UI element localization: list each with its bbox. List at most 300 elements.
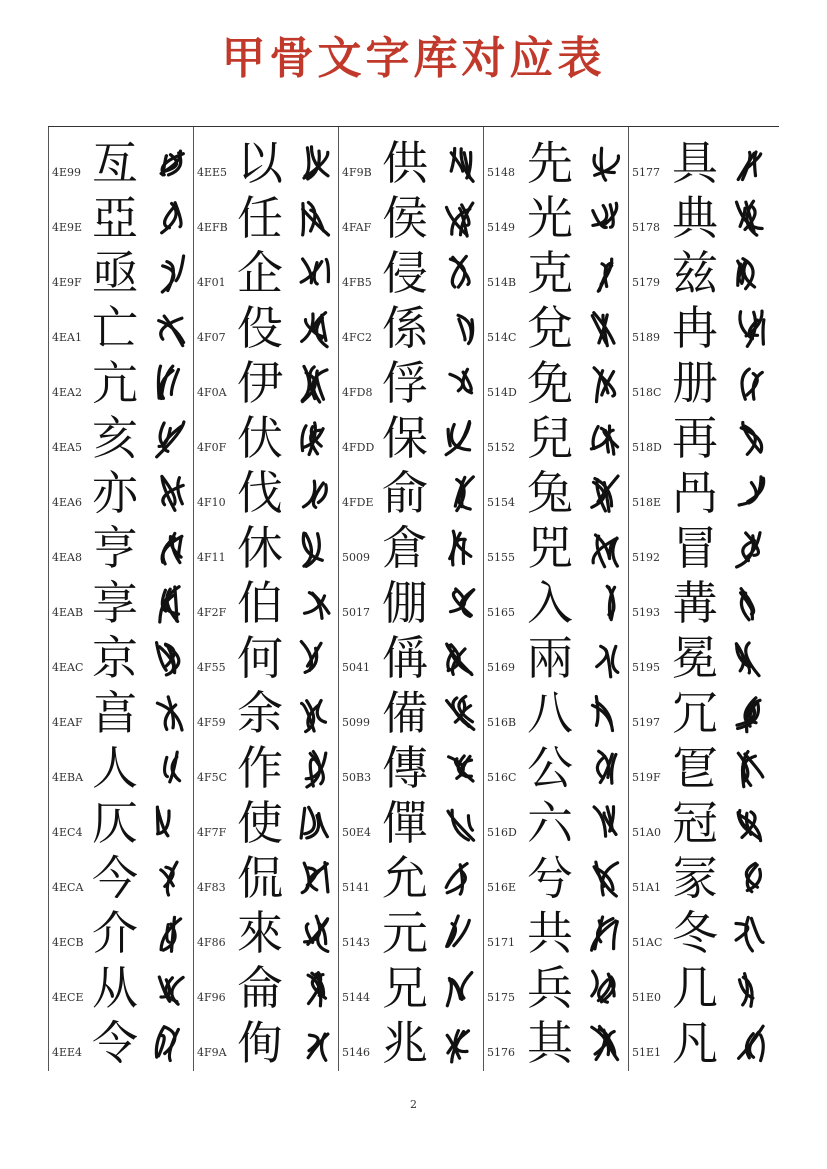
oracle-bone-glyph-icon <box>150 527 190 571</box>
oracle-bone-glyph-icon <box>150 637 190 681</box>
oracle-bone-glyph-icon <box>150 417 190 461</box>
table-row <box>629 1016 778 1071</box>
modern-character: 俘 <box>382 356 428 410</box>
modern-character: 兕 <box>527 521 573 575</box>
oracle-bone-glyph-icon <box>440 142 480 186</box>
oracle-bone-glyph-icon <box>585 747 625 791</box>
table-row <box>194 356 338 411</box>
table-column <box>483 127 628 1071</box>
unicode-code: 4E99 <box>52 166 82 179</box>
unicode-code: 4EA1 <box>52 331 82 344</box>
oracle-bone-glyph-icon <box>440 252 480 296</box>
unicode-code: 4F10 <box>197 496 226 509</box>
unicode-code: 4F9A <box>197 1046 227 1059</box>
oracle-bone-glyph-icon <box>295 912 335 956</box>
unicode-code: 5195 <box>632 661 660 674</box>
oracle-bone-glyph-icon <box>150 912 190 956</box>
oracle-bone-glyph-icon <box>730 472 770 516</box>
oracle-bone-glyph-icon <box>730 527 770 571</box>
modern-character: 休 <box>237 521 283 575</box>
modern-character: 冓 <box>672 576 718 630</box>
table-row <box>484 246 628 301</box>
modern-character: 余 <box>237 686 283 740</box>
modern-character: 克 <box>527 246 573 300</box>
table-row <box>484 191 628 246</box>
oracle-bone-glyph-icon <box>440 307 480 351</box>
oracle-bone-glyph-icon <box>295 1022 335 1066</box>
table-row <box>484 1016 628 1071</box>
table-row <box>484 796 628 851</box>
oracle-bone-glyph-icon <box>440 582 480 626</box>
unicode-code: 514C <box>487 331 517 344</box>
oracle-bone-glyph-icon <box>585 857 625 901</box>
page-title: 甲骨文字库对应表 <box>221 33 606 84</box>
oracle-bone-glyph-icon <box>150 197 190 241</box>
unicode-code: 4FD8 <box>342 386 373 399</box>
unicode-code: 4F07 <box>197 331 226 344</box>
unicode-code: 5171 <box>487 936 515 949</box>
oracle-bone-glyph-icon <box>295 527 335 571</box>
oracle-bone-glyph-icon <box>585 967 625 1011</box>
unicode-code: 51A1 <box>632 881 661 894</box>
table-row <box>49 356 193 411</box>
oracle-bone-glyph-icon <box>150 252 190 296</box>
table-row <box>339 356 483 411</box>
table-row <box>484 851 628 906</box>
table-row <box>484 576 628 631</box>
table-row <box>194 961 338 1016</box>
page-number: 2 <box>410 1098 417 1111</box>
modern-character: 供 <box>382 136 428 190</box>
unicode-code: 5143 <box>342 936 370 949</box>
table-row <box>339 576 483 631</box>
unicode-code: 51E0 <box>632 991 662 1004</box>
unicode-code: 5148 <box>487 166 515 179</box>
modern-character: 冟 <box>672 741 718 795</box>
unicode-code: 4EC4 <box>52 826 83 839</box>
oracle-bone-glyph-icon <box>585 362 625 406</box>
oracle-bone-glyph-icon <box>295 747 335 791</box>
modern-character: 備 <box>382 686 428 740</box>
oracle-bone-glyph-icon <box>295 197 335 241</box>
modern-character: 伐 <box>237 466 283 520</box>
table-row <box>339 851 483 906</box>
oracle-bone-glyph-icon <box>585 472 625 516</box>
modern-character: 享 <box>92 576 138 630</box>
modern-character: 几 <box>672 961 718 1015</box>
modern-character: 册 <box>672 356 718 410</box>
oracle-bone-glyph-icon <box>585 1022 625 1066</box>
table-row <box>629 576 778 631</box>
unicode-code: 4F11 <box>197 551 226 564</box>
oracle-bone-glyph-icon <box>730 857 770 901</box>
unicode-code: 4E9E <box>52 221 83 234</box>
unicode-code: 4EAF <box>52 716 83 729</box>
unicode-code: 4EAC <box>52 661 84 674</box>
oracle-bone-glyph-icon <box>585 527 625 571</box>
table-row <box>484 521 628 576</box>
oracle-bone-glyph-icon <box>730 197 770 241</box>
oracle-bone-glyph-icon <box>150 582 190 626</box>
modern-character: 兒 <box>527 411 573 465</box>
table-row <box>49 851 193 906</box>
unicode-code: 4F83 <box>197 881 226 894</box>
table-row <box>484 466 628 521</box>
oracle-bone-glyph-icon <box>585 692 625 736</box>
modern-character: 冎 <box>672 466 718 520</box>
unicode-code: 5141 <box>342 881 370 894</box>
table-row <box>484 631 628 686</box>
modern-character: 冠 <box>672 796 718 850</box>
modern-character: 亞 <box>92 191 138 245</box>
modern-character: 兹 <box>672 246 718 300</box>
table-row <box>194 466 338 521</box>
oracle-bone-glyph-icon <box>585 252 625 296</box>
unicode-code: 5193 <box>632 606 660 619</box>
unicode-code: 4FC2 <box>342 331 373 344</box>
modern-character: 兄 <box>382 961 428 1015</box>
unicode-code: 5149 <box>487 221 515 234</box>
unicode-code: 4F01 <box>197 276 226 289</box>
modern-character: 以 <box>237 136 283 190</box>
unicode-code: 5177 <box>632 166 660 179</box>
unicode-code: 5144 <box>342 991 370 1004</box>
modern-character: 作 <box>237 741 283 795</box>
table-row <box>629 246 778 301</box>
unicode-code: 5154 <box>487 496 515 509</box>
modern-character: 八 <box>527 686 573 740</box>
unicode-code: 4EA6 <box>52 496 82 509</box>
oracle-bone-glyph-icon <box>150 472 190 516</box>
table-row <box>629 356 778 411</box>
unicode-code: 514D <box>487 386 517 399</box>
modern-character: 侃 <box>237 851 283 905</box>
modern-character: 共 <box>527 906 573 960</box>
unicode-code: 519F <box>632 771 661 784</box>
modern-character: 冒 <box>672 521 718 575</box>
unicode-code: 4F59 <box>197 716 226 729</box>
modern-character: 光 <box>527 191 573 245</box>
modern-character: 亢 <box>92 356 138 410</box>
table-row <box>194 851 338 906</box>
oracle-bone-glyph-icon <box>585 197 625 241</box>
oracle-bone-glyph-icon <box>295 472 335 516</box>
table-row <box>194 906 338 961</box>
modern-character: 先 <box>527 136 573 190</box>
table-row <box>629 136 778 191</box>
unicode-code: 516C <box>487 771 517 784</box>
oracle-bone-glyph-icon <box>440 857 480 901</box>
oracle-bone-glyph-icon <box>585 142 625 186</box>
table-row <box>49 301 193 356</box>
modern-character: 來 <box>237 906 283 960</box>
modern-character: 兆 <box>382 1016 428 1070</box>
oracle-bone-glyph-icon <box>440 967 480 1011</box>
oracle-bone-glyph-icon <box>295 967 335 1011</box>
modern-character: 冕 <box>672 631 718 685</box>
oracle-bone-glyph-icon <box>730 637 770 681</box>
unicode-code: 4F2F <box>197 606 227 619</box>
oracle-bone-glyph-icon <box>440 637 480 681</box>
unicode-code: 5175 <box>487 991 515 1004</box>
unicode-code: 4EE4 <box>52 1046 83 1059</box>
table-row <box>629 686 778 741</box>
unicode-code: 4FAF <box>342 221 372 234</box>
modern-character: 亙 <box>92 136 138 190</box>
modern-character: 再 <box>672 411 718 465</box>
oracle-bone-glyph-icon <box>150 362 190 406</box>
table-column <box>338 127 483 1071</box>
table-row <box>49 961 193 1016</box>
table-row <box>49 136 193 191</box>
unicode-code: 4EFB <box>197 221 228 234</box>
unicode-code: 5169 <box>487 661 515 674</box>
modern-character: 冗 <box>672 686 718 740</box>
unicode-code: 4EA2 <box>52 386 82 399</box>
table-row <box>339 246 483 301</box>
oracle-bone-glyph-icon <box>150 307 190 351</box>
table-row <box>484 136 628 191</box>
modern-character: 伊 <box>237 356 283 410</box>
table-row <box>194 796 338 851</box>
table-row <box>484 741 628 796</box>
table-row <box>49 796 193 851</box>
modern-character: 使 <box>237 796 283 850</box>
table-row <box>339 796 483 851</box>
oracle-bone-glyph-icon <box>440 417 480 461</box>
table-row <box>484 411 628 466</box>
table-row <box>339 301 483 356</box>
oracle-bone-glyph-icon <box>150 1022 190 1066</box>
table-row <box>629 191 778 246</box>
modern-character: 令 <box>92 1016 138 1070</box>
modern-character: 从 <box>92 961 138 1015</box>
unicode-code: 5017 <box>342 606 370 619</box>
modern-character: 偁 <box>382 631 428 685</box>
oracle-bone-glyph-icon <box>150 857 190 901</box>
table-row <box>194 136 338 191</box>
table-row <box>339 191 483 246</box>
table-row <box>339 686 483 741</box>
unicode-code: 51A0 <box>632 826 661 839</box>
oracle-bone-glyph-icon <box>730 967 770 1011</box>
oracle-bone-glyph-icon <box>295 637 335 681</box>
modern-character: 亦 <box>92 466 138 520</box>
modern-character: 侵 <box>382 246 428 300</box>
unicode-code: 5192 <box>632 551 660 564</box>
oracle-bone-glyph-icon <box>295 582 335 626</box>
unicode-code: 5041 <box>342 661 370 674</box>
table-row <box>629 466 778 521</box>
unicode-code: 518D <box>632 441 662 454</box>
unicode-code: 4ECA <box>52 881 84 894</box>
table-row <box>484 686 628 741</box>
modern-character: 元 <box>382 906 428 960</box>
modern-character: 企 <box>237 246 283 300</box>
unicode-code: 5179 <box>632 276 660 289</box>
oracle-bone-glyph-icon <box>585 307 625 351</box>
oracle-bone-glyph-icon <box>730 692 770 736</box>
oracle-bone-glyph-icon <box>730 912 770 956</box>
oracle-bone-glyph-icon <box>440 197 480 241</box>
table-row <box>194 741 338 796</box>
unicode-code: 4EA5 <box>52 441 82 454</box>
oracle-bone-glyph-icon <box>150 802 190 846</box>
table-row <box>629 906 778 961</box>
table-row <box>339 1016 483 1071</box>
table-row <box>194 191 338 246</box>
table-row <box>194 246 338 301</box>
modern-character: 倗 <box>382 576 428 630</box>
table-row <box>194 686 338 741</box>
modern-character: 侯 <box>382 191 428 245</box>
table-row <box>49 466 193 521</box>
unicode-code: 5146 <box>342 1046 370 1059</box>
modern-character: 保 <box>382 411 428 465</box>
modern-character: 兵 <box>527 961 573 1015</box>
modern-character: 係 <box>382 301 428 355</box>
table-row <box>484 301 628 356</box>
oracle-bone-glyph-icon <box>440 802 480 846</box>
character-table <box>48 127 779 1071</box>
oracle-bone-glyph-icon <box>730 417 770 461</box>
oracle-bone-glyph-icon <box>730 802 770 846</box>
modern-character: 傳 <box>382 741 428 795</box>
unicode-code: 5152 <box>487 441 515 454</box>
table-row <box>49 686 193 741</box>
modern-character: 兔 <box>527 466 573 520</box>
modern-character: 冡 <box>672 851 718 905</box>
modern-character: 六 <box>527 796 573 850</box>
unicode-code: 4EBA <box>52 771 84 784</box>
unicode-code: 5189 <box>632 331 660 344</box>
oracle-bone-glyph-icon <box>585 417 625 461</box>
modern-character: 仄 <box>92 796 138 850</box>
table-row <box>339 466 483 521</box>
table-row <box>49 741 193 796</box>
unicode-code: 5178 <box>632 221 660 234</box>
table-row <box>629 301 778 356</box>
table-row <box>49 411 193 466</box>
table-column <box>48 127 193 1071</box>
unicode-code: 516E <box>487 881 517 894</box>
table-row <box>49 576 193 631</box>
table-column <box>193 127 338 1071</box>
modern-character: 入 <box>527 576 573 630</box>
table-row <box>49 906 193 961</box>
table-column <box>628 127 778 1071</box>
oracle-bone-glyph-icon <box>730 362 770 406</box>
oracle-bone-glyph-icon <box>440 747 480 791</box>
modern-character: 俞 <box>382 466 428 520</box>
modern-character: 人 <box>92 741 138 795</box>
table-row <box>194 521 338 576</box>
unicode-code: 4F55 <box>197 661 226 674</box>
modern-character: 任 <box>237 191 283 245</box>
unicode-code: 4FDE <box>342 496 374 509</box>
table-row <box>49 521 193 576</box>
oracle-bone-glyph-icon <box>730 582 770 626</box>
oracle-bone-glyph-icon <box>295 417 335 461</box>
table-row <box>484 961 628 1016</box>
modern-character: 亨 <box>92 521 138 575</box>
modern-character: 冬 <box>672 906 718 960</box>
oracle-bone-glyph-icon <box>440 1022 480 1066</box>
table-row <box>194 631 338 686</box>
oracle-bone-glyph-icon <box>730 307 770 351</box>
oracle-bone-glyph-icon <box>585 802 625 846</box>
modern-character: 典 <box>672 191 718 245</box>
table-row <box>629 961 778 1016</box>
unicode-code: 516B <box>487 716 517 729</box>
unicode-code: 4EAB <box>52 606 84 619</box>
modern-character: 其 <box>527 1016 573 1070</box>
unicode-code: 4F0A <box>197 386 227 399</box>
oracle-bone-glyph-icon <box>440 527 480 571</box>
modern-character: 介 <box>92 906 138 960</box>
modern-character: 冉 <box>672 301 718 355</box>
modern-character: 亯 <box>92 686 138 740</box>
oracle-bone-glyph-icon <box>295 802 335 846</box>
unicode-code: 4F86 <box>197 936 226 949</box>
unicode-code: 5176 <box>487 1046 515 1059</box>
oracle-bone-glyph-icon <box>295 362 335 406</box>
modern-character: 兮 <box>527 851 573 905</box>
modern-character: 亡 <box>92 301 138 355</box>
oracle-bone-glyph-icon <box>585 637 625 681</box>
unicode-code: 4E9F <box>52 276 82 289</box>
oracle-bone-glyph-icon <box>585 582 625 626</box>
modern-character: 侚 <box>237 1016 283 1070</box>
table-row <box>629 521 778 576</box>
table-row <box>484 356 628 411</box>
unicode-code: 4F0F <box>197 441 227 454</box>
unicode-code: 5009 <box>342 551 370 564</box>
table-row <box>194 576 338 631</box>
unicode-code: 4ECE <box>52 991 84 1004</box>
oracle-bone-glyph-icon <box>440 692 480 736</box>
modern-character: 京 <box>92 631 138 685</box>
table-row <box>629 411 778 466</box>
unicode-code: 518E <box>632 496 662 509</box>
table-row <box>484 906 628 961</box>
oracle-bone-glyph-icon <box>440 362 480 406</box>
modern-character: 侖 <box>237 961 283 1015</box>
oracle-bone-glyph-icon <box>150 747 190 791</box>
oracle-bone-glyph-icon <box>150 142 190 186</box>
oracle-bone-glyph-icon <box>295 692 335 736</box>
unicode-code: 518C <box>632 386 662 399</box>
oracle-bone-glyph-icon <box>295 307 335 351</box>
modern-character: 亥 <box>92 411 138 465</box>
oracle-bone-glyph-icon <box>440 472 480 516</box>
table-row <box>629 796 778 851</box>
table-row <box>194 301 338 356</box>
unicode-code: 51AC <box>632 936 663 949</box>
modern-character: 今 <box>92 851 138 905</box>
modern-character: 凡 <box>672 1016 718 1070</box>
table-row <box>339 411 483 466</box>
table-row <box>339 906 483 961</box>
unicode-code: 4FB5 <box>342 276 372 289</box>
oracle-bone-glyph-icon <box>150 967 190 1011</box>
oracle-bone-glyph-icon <box>150 692 190 736</box>
table-row <box>49 1016 193 1071</box>
unicode-code: 5165 <box>487 606 515 619</box>
table-row <box>49 631 193 686</box>
table-row <box>629 631 778 686</box>
table-row <box>339 961 483 1016</box>
